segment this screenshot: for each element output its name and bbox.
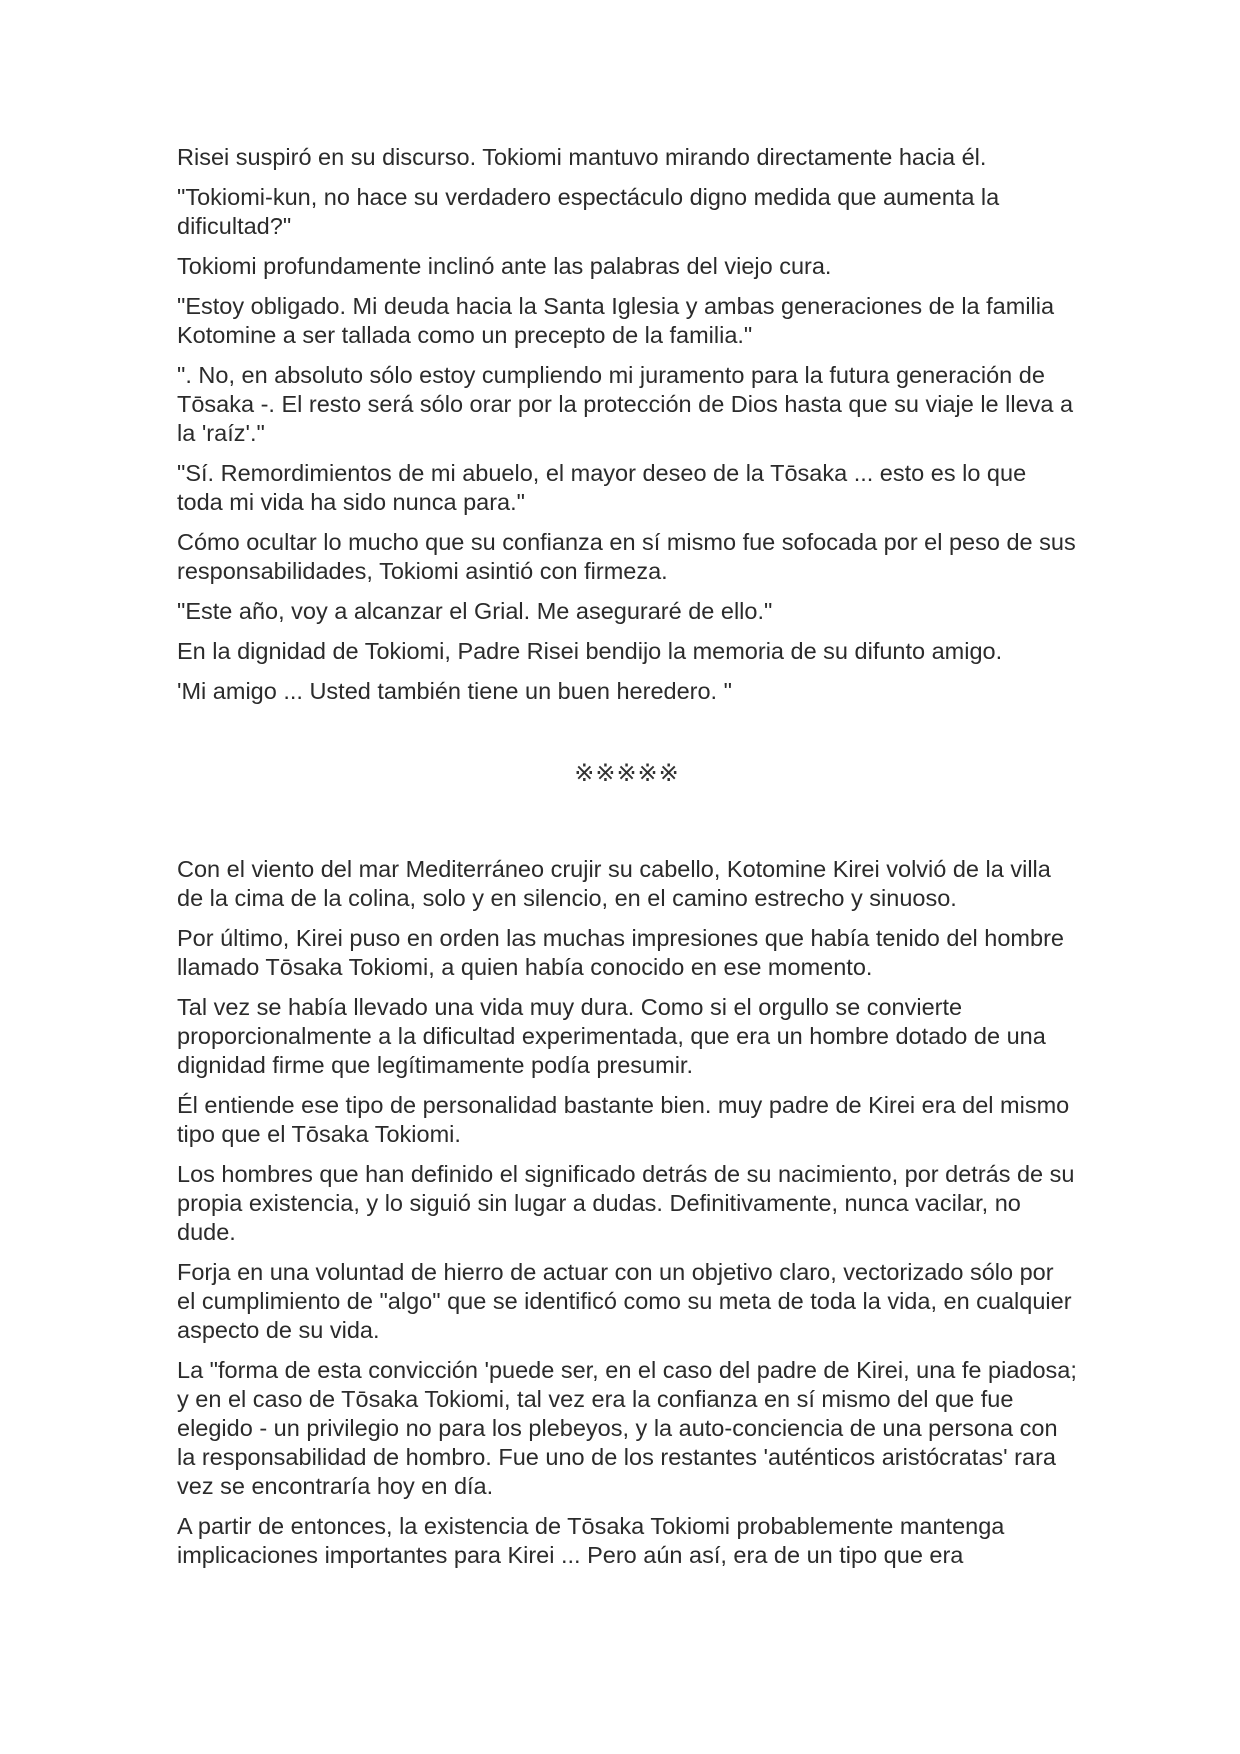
paragraph: Risei suspiró en su discurso. Tokiomi mantuvo mirando directamente hacia él. — [177, 144, 987, 170]
paragraph: Tokiomi profundamente inclinó ante las palabras del viejo cura. — [177, 253, 832, 279]
section-separator: ※※※※※ — [574, 759, 680, 787]
paragraph: Forja en una voluntad de hierro de actuar con un objetivo claro, vectorizado sólo por el cumplimiento de "algo" que se identificó como su meta de toda la vida, en cualquier aspecto de su vida. — [177, 1259, 1072, 1343]
paragraph: A partir de entonces, la existencia de Tōsaka Tokiomi probablemente mantenga implicaciones importantes para Kirei ... Pero aún así, era de un tipo que era — [177, 1513, 1005, 1568]
paragraph: Los hombres que han definido el significado detrás de su nacimiento, por detrás de su propia existencia, y lo siguió sin lugar a dudas. Definitivamente, nunca vacilar, no dude. — [177, 1161, 1075, 1245]
document-page — [177, 143, 1077, 1581]
paragraph: Cómo ocultar lo mucho que su confianza en sí mismo fue sofocada por el peso de sus responsabilidades, Tokiomi asintió con firmeza. — [177, 529, 1076, 584]
paragraph: "Estoy obligado. Mi deuda hacia la Santa Iglesia y ambas generaciones de la familia Kotomine a ser tallada como un precepto de la familia." — [177, 293, 1055, 348]
section-two — [177, 855, 1077, 1570]
paragraph: "Este año, voy a alcanzar el Grial. Me aseguraré de ello." — [177, 598, 773, 624]
paragraph: Con el viento del mar Mediterráneo crujir su cabello, Kotomine Kirei volvió de la villa de la cima de la colina, solo y en silencio, en el camino estrecho y sinuoso. — [177, 856, 1051, 911]
paragraph: 'Mi amigo ... Usted también tiene un buen heredero. " — [177, 678, 732, 704]
paragraph: La "forma de esta convicción 'puede ser, en el caso del padre de Kirei, una fe piadosa; y en el caso de Tōsaka Tokiomi, tal vez era la confianza en sí mismo del que fue elegido - un privilegio no para los plebeyos, y la auto-conciencia de una persona con la responsabilidad de hombro. Fue uno de los restantes 'auténticos aristócratas' rara vez se encontraría hoy en día. — [177, 1357, 1077, 1499]
paragraph: "Sí. Remordimientos de mi abuelo, el mayor deseo de la Tōsaka ... esto es lo que toda mi vida ha sido nunca para." — [177, 460, 1027, 515]
paragraph: Él entiende ese tipo de personalidad bastante bien. muy padre de Kirei era del mismo tipo que el Tōsaka Tokiomi. — [177, 1092, 1070, 1147]
paragraph: Tal vez se había llevado una vida muy dura. Como si el orgullo se convierte proporcionalmente a la dificultad experimentada, que era un hombre dotado de una dignidad firme que legítimamente podía presumir. — [177, 994, 1046, 1078]
paragraph: Por último, Kirei puso en orden las muchas impresiones que había tenido del hombre llamado Tōsaka Tokiomi, a quien había conocido en ese momento. — [177, 925, 1064, 980]
paragraph: En la dignidad de Tokiomi, Padre Risei bendijo la memoria de su difunto amigo. — [177, 638, 1003, 664]
paragraph: "Tokiomi-kun, no hace su verdadero espectáculo digno medida que aumenta la dificultad?" — [177, 184, 1000, 239]
paragraph: ". No, en absoluto sólo estoy cumpliendo mi juramento para la futura generación de Tōsaka -. El resto será sólo orar por la protección de Dios hasta que su viaje le lleva a la 'raíz'." — [177, 362, 1074, 446]
section-one — [177, 143, 1077, 706]
